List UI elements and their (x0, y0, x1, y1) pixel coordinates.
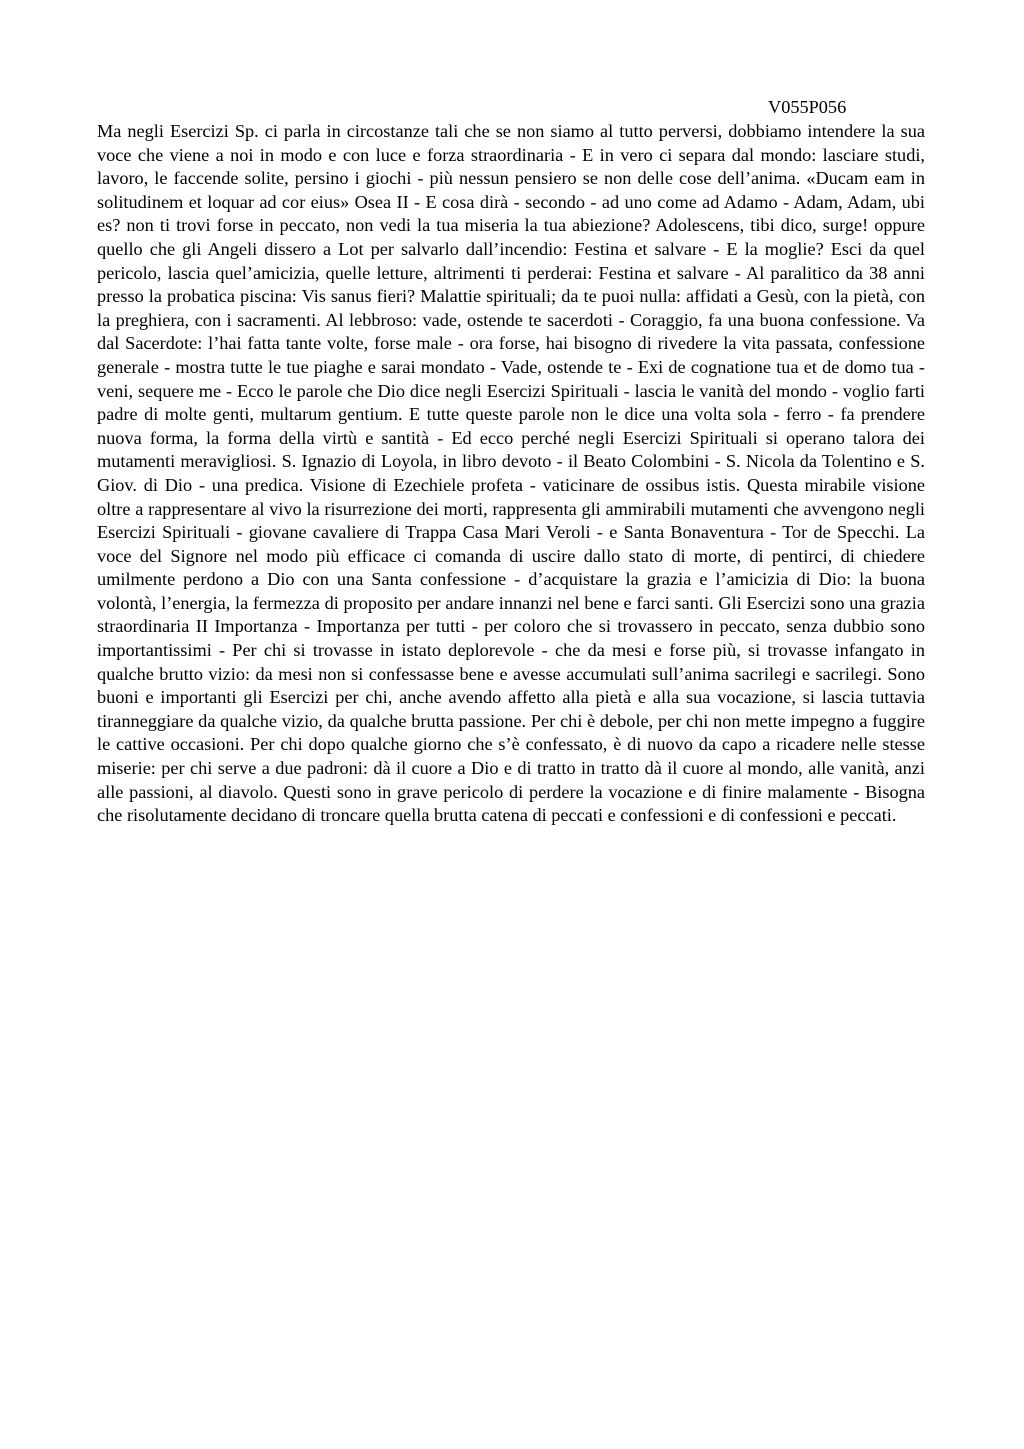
body-paragraph: Ma negli Esercizi Sp. ci parla in circostanze tali che se non siamo al tutto perversi, dobbiamo intendere la sua voce che viene a noi in modo e con luce e forza straordinaria - E in vero ci separa dal mondo: lasciare studi, lavoro, le faccende solite, persino i giochi - più nessun pensiero se non delle cose dell’anima. «Ducam eam in solitudinem et loquar ad cor eius» Osea II - E cosa dirà - secondo - ad uno come ad Adamo - Adam, Adam, ubi es? non ti trovi forse in peccato, non vedi la tua miseria la tua abiezione? Adolescens, tibi dico, surge! oppure quello che gli Angeli dissero a Lot per salvarlo dall’incendio: Festina et salvare - E la moglie? Esci da quel pericolo, lascia quel’amicizia, quelle letture, altrimenti ti perderai: Festina et salvare - Al paralitico da 38 anni presso la probatica piscina: Vis sanus fieri? Malattie spirituali; da te puoi nulla: affidati a Gesù, con la pietà, con la preghiera, con i sacramenti. Al lebbroso: vade, ostende te sacerdoti - Coraggio, fa una buona confessione. Va dal Sacerdote: l’hai fatta tante volte, forse male - ora forse, hai bisogno di rivedere la vita passata, confessione generale - mostra tutte le tue piaghe e sarai mondato - Vade, ostende te - Exi de cognatione tua et de domo tua - veni, sequere me - Ecco le parole che Dio dice negli Esercizi Spirituali - lascia le vanità del mondo - voglio farti padre di molte genti, multarum gentium. E tutte queste parole non le dice una volta sola - ferro - fa prendere nuova forma, la forma della virtù e santità - Ed ecco perché negli Esercizi Spirituali si operano talora dei mutamenti meravigliosi. S. Ignazio di Loyola, in libro devoto - il Beato Colombini - S. Nicola da Tolentino e S. Giov. di Dio - una predica. Visione di Ezechiele profeta - vaticinare de ossibus istis. Questa mirabile visione oltre a rappresentare al vivo la risurrezione dei morti, rappresenta gli ammirabili mutamenti che avvengono negli Esercizi Spirituali - giovane cavaliere di Trappa Casa Mari Veroli - e Santa Bonaventura - Tor de Specchi. La voce del Signore nel modo più efficace ci comanda di uscire dallo stato di morte, di pentirci, di chiedere umilmente perdono a Dio con una Santa confessione - d’acquistare la grazia e l’amicizia di Dio: la buona volontà, l’energia, la fermezza di proposito per andare innanzi nel bene e farci santi. Gli Esercizi sono una grazia straordinaria II Importanza - Importanza per tutti - per coloro che si trovassero in peccato, senza dubbio sono importantissimi - Per chi si trovasse in istato deplorevole - che da mesi e forse più, si trovasse infangato in qualche brutto vizio: da mesi non si confessasse bene e avesse accumulati sull’anima sacrilegi e sacrilegi. Sono buoni e importanti gli Esercizi per chi, anche avendo affetto alla pietà e alla sua vocazione, si lascia tuttavia tiranneggiare da qualche vizio, da qualche brutta passione. Per chi è debole, per chi non mette impegno a fuggire le cattive occasioni. Per chi dopo qualche giorno che s’è confessato, è di nuovo da capo a ricadere nelle stesse miserie: per chi serve a due padroni: dà il cuore a Dio e di tratto in tratto dà il cuore al mondo, alle vanità, anzi alle passioni, al diavolo. Questi sono in grave pericolo di perdere la vocazione e di finire malamente - Bisogna che risolutamente decidano di troncare quella brutta catena di peccati e confessioni e di confessioni e peccati. (97, 121, 925, 826)
page-code: V055P056 (768, 97, 847, 117)
